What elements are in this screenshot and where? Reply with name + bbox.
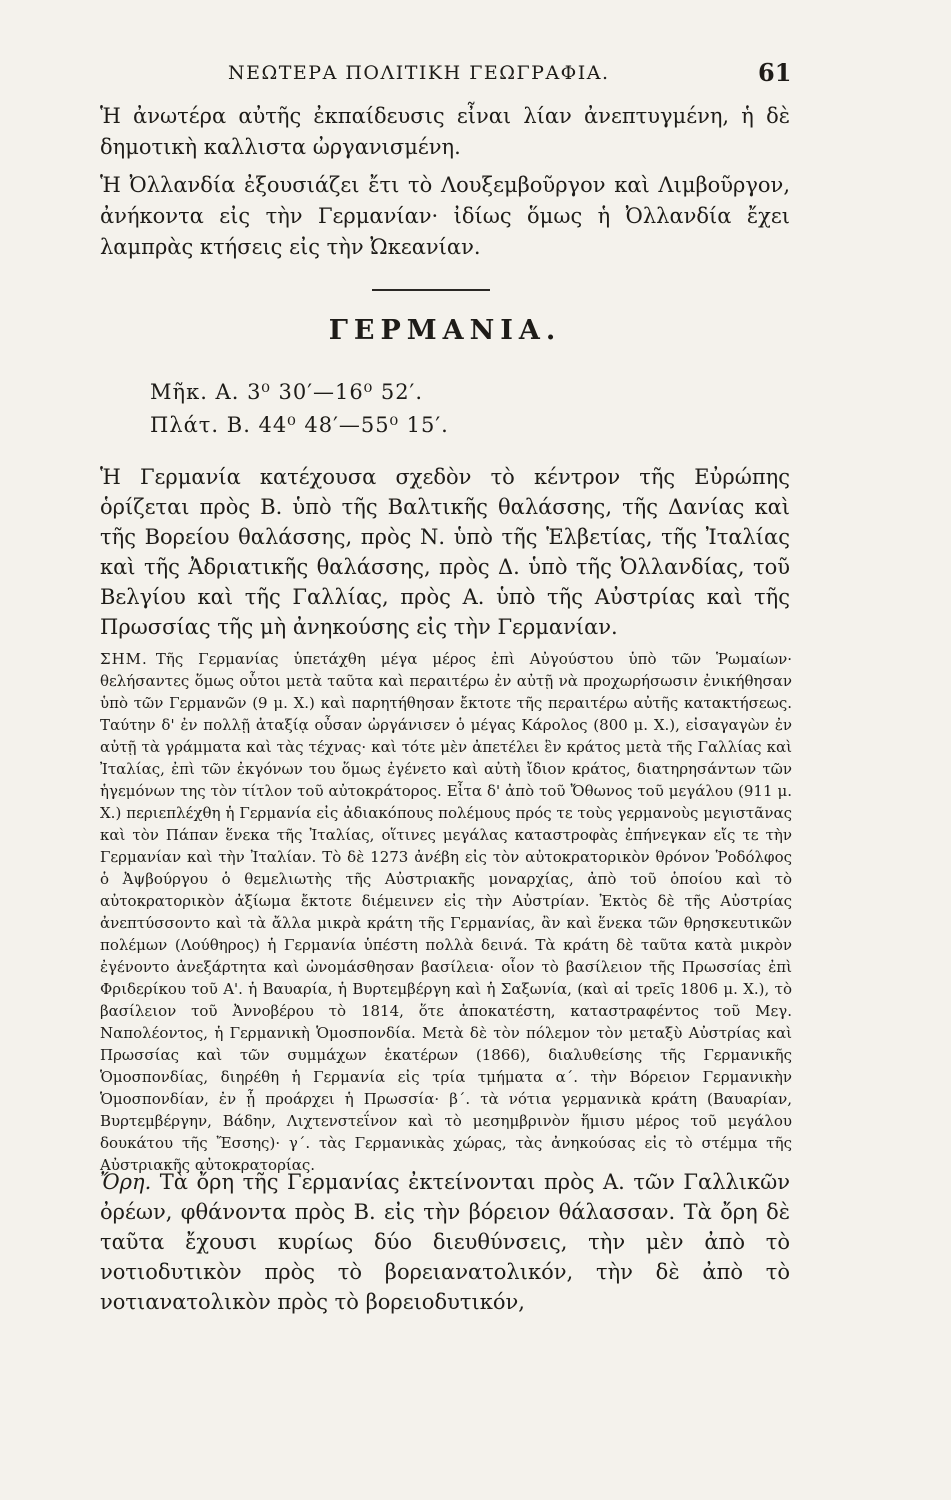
section-title: ΓΕΡΜΑΝΙΑ. [328, 315, 562, 346]
historical-note [100, 648, 792, 1176]
borders-paragraph: Ἡ Γερμανία κατέχουσα σχεδὸν τὸ κέντρον τῆς Εὐρώπης ὁρίζεται πρὸς Β. ὑπὸ τῆς Βαλτικῆς θαλάσσης, τῆς Δανίας καὶ τῆς Βορείου θαλάσσης, πρὸς Ν. ὑπὸ τῆς Ἑλβετίας, τῆς Ἰταλίας καὶ τῆς Ἀδριατικῆς θαλάσσης, πρὸς Δ. ὑπὸ τῆς Ὀλλανδίας, τοῦ Βελγίου καὶ τῆς Γαλλίας, πρὸς Α. ὑπὸ τῆς Αὐστρίας καὶ τῆς Πρωσσίας τῆς μὴ ἀνηκούσης εἰς τὴν Γερμανίαν. [100, 465, 790, 639]
section-divider [372, 289, 490, 291]
intro-paragraph-education: Ἡ ἀνωτέρα αὐτῆς ἐκπαίδευσις εἶναι λίαν ἀνεπτυγμένη, ἡ δὲ δημοτικὴ καλλιστα ὠργανισμένη. [100, 104, 790, 159]
note-text: Τῆς Γερμανίας ὑπετάχθη μέγα μέρος ἐπὶ Αὐγούστου ὑπὸ τῶν Ῥωμαίων· θελήσαντες ὅμως οὗτοι μετὰ ταῦτα καὶ περαιτέρω ἐν αὐτῇ νὰ προχωρήσωσιν ἐνικήθησαν ὑπὸ τῶν Γερμανῶν (9 μ. Χ.) καὶ παρητήθησαν ἔκτοτε τῆς περαιτέρω αὐτῆς κατακτήσεως. Ταύτην δ' ἐν πολλῇ ἀταξίᾳ οὖσαν ὠργάνισεν ὁ μέγας Κάρολος (800 μ. Χ.), εἰσαγαγὼν ἐν αὐτῇ τὰ γράμματα καὶ τὰς τέχνας· καὶ τότε μὲν ἀπετέλει ἓν κράτος μετὰ τῆς Γαλλίας καὶ Ἰταλίας, ἐπὶ τῶν ἐκγόνων του ὅμως ἐγένετο καὶ αὐτὴ ἴδιον κράτος, διατηρησάντων τῶν ἡγεμόνων της τὸν τίτλον τοῦ αὐτοκράτορος. Εἶτα δ' ἀπὸ τοῦ Ὄθωνος τοῦ μεγάλου (911 μ. Χ.) περιεπλέχθη ἡ Γερμανία εἰς ἀδιακόπους πολέμους πρός τε τοὺς γερμανοὺς μεγιστᾶνας καὶ τὸν Πάπαν ἕνεκα τῆς Ἰταλίας, οἵτινες μεγάλας καταστροφὰς ἐπήνεγκαν εἴς τε τὴν Γερμανίαν καὶ τὴν Ἰταλίαν. Τὸ δὲ 1273 ἀνέβη εἰς τὸν αὐτοκρατορικὸν θρόνον Ῥοδόλφος ὁ Ἀψβούργου ὁ θεμελιωτὴς τῆς Αὐστριακῆς μοναρχίας, ἀπὸ τοῦ ὁποίου καὶ τὸ αὐτοκρατορικὸν ἀξίωμα ἔκτοτε διέμεινεν εἰς τὴν Αὐστρίαν. Ἐκτὸς δὲ τῆς Αὐστρίας ἀνεπτύσσοντο καὶ τὰ ἄλλα μικρὰ κράτη τῆς Γερμανίας, ἂν καὶ ἕνεκα τῶν θρησκευτικῶν πολέμων (Λούθηρος) ἡ Γερμανία ὑπέστη πολλὰ δεινά. Τὰ κράτη δὲ ταῦτα κατὰ μικρὸν ἐγένοντο ἀνεξάρτητα καὶ ὠνομάσθησαν βασίλεια· οἷον τὸ βασίλειον τῆς Πρωσσίας ἐπὶ Φριδερίκου τοῦ Α'. ἡ Βαυαρία, ἡ Βυρτεμβέργη καὶ ἡ Σαξωνία, (καὶ αἱ τρεῖς 1806 μ. Χ.), τὸ βασίλειον τοῦ Ἀννοβέρου τὸ 1814, ὅτε ἀποκατέστη, καταστραφέντος τοῦ Μεγ. Ναπολέοντος, ἡ Γερμανικὴ Ὁμοσπονδία. Μετὰ δὲ τὸν πόλεμον τὸν μεταξὺ Αὐστρίας καὶ Πρωσσίας καὶ τῶν συμμάχων ἑκατέρων (1866), διαλυθείσης τῆς Γερμανικῆς Ὁμοσπονδίας, διηρέθη ἡ Γερμανία εἰς τρία τμήματα α΄. τὴν Βόρειον Γερμανικὴν Ὁμοσπονδίαν, ἐν ᾗ προάρχει ἡ Πρωσσία· β΄. τὰ νότια γερμανικὰ κράτη (Βαυαρίαν, Βυρτεμβέργην, Βάδην, Λιχτενστεΐνον καὶ τὸ μεσημβρινὸν ἥμισυ μέρος τοῦ μεγάλου δουκάτου τῆς Ἔσσης)· γ΄. τὰς Γερμανικὰς χώρας, τὰς ἀνηκούσας εἰς τὸ στέμμα τῆς Αὐστριακῆς αὐτοκρατορίας. [100, 650, 792, 1174]
running-title: ΝΕΩΤΕΡΑ ΠΟΛΙΤΙΚΗ ΓΕΩΓΡΑΦΙΑ. [228, 62, 610, 84]
mountains-paragraph [100, 1167, 790, 1317]
longitude-line: Μῆκ. Α. 3⁰ 30′—16⁰ 52′. [150, 380, 424, 404]
page-number: 61 [758, 58, 792, 87]
mountains-lead: Ὄρη. [100, 1170, 152, 1194]
intro-paragraph-holland: Ἡ Ὀλλανδία ἐξουσιάζει ἔτι τὸ Λουξεμβοῦργον καὶ Λιμβοῦργον, ἀνήκοντα εἰς τὴν Γερμανίαν· ἰδίως ὅμως ἡ Ὀλλανδία ἔχει λαμπρὰς κτήσεις εἰς τὴν Ὠκεανίαν. [100, 173, 790, 259]
running-header [140, 58, 792, 92]
mountains-text: Τὰ ὄρη τῆς Γερμανίας ἐκτείνονται πρὸς Α. τῶν Γαλλικῶν ὀρέων, φθάνοντα πρὸς Β. εἰς τὴν βόρειον θάλασσαν. Τὰ ὄρη δὲ ταῦτα ἔχουσι κυρίως δύο διευθύνσεις, τὴν μὲν ἀπὸ τὸ νοτιοδυτικὸν πρὸς τὸ βορειανατολικόν, τὴν δὲ ἀπὸ τὸ νοτιανατολικὸν πρὸς τὸ βορειοδυτικόν, [100, 1170, 790, 1314]
latitude-line: Πλάτ. Β. 44⁰ 48′—55⁰ 15′. [150, 413, 449, 437]
note-label: ΣΗΜ. [100, 650, 148, 668]
